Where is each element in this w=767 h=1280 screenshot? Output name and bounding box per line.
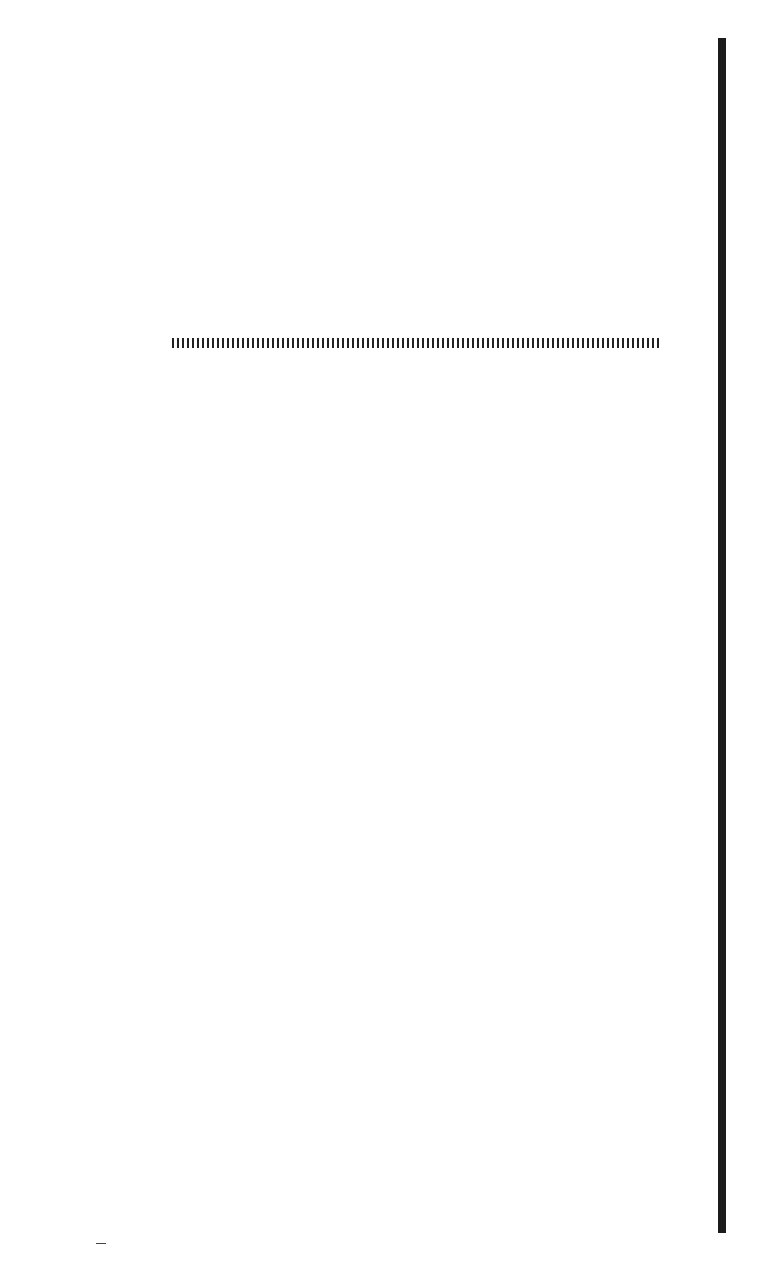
ornamental-rule <box>172 338 660 348</box>
google-watermark <box>440 1220 630 1260</box>
scan-mark <box>96 1243 106 1244</box>
running-head <box>170 88 660 122</box>
page-edge-shadow <box>718 38 726 1233</box>
